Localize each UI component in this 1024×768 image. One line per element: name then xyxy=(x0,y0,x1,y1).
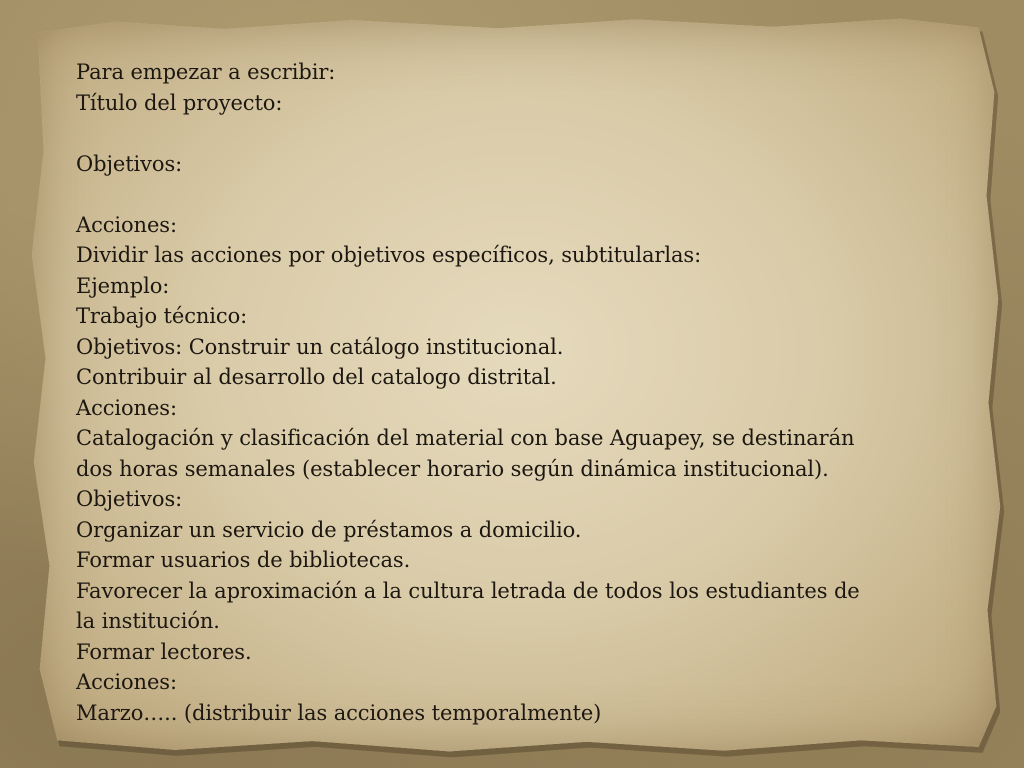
text-line: Acciones: xyxy=(76,395,177,420)
actions-label: Acciones: xyxy=(76,212,177,237)
document-body xyxy=(76,57,936,728)
text-line: Objetivos: xyxy=(76,487,183,511)
text-line: Catalogación y clasificación del material con base Aguapey, se destinarán xyxy=(76,426,855,450)
text-line: Favorecer la aproximación a la cultura letrada de todos los estudiantes de xyxy=(76,578,860,603)
text-line: Contribuir al desarrollo del catalogo distrital. xyxy=(76,365,557,389)
text-line: Formar usuarios de bibliotecas. xyxy=(76,548,411,572)
example-label: Ejemplo: xyxy=(76,273,170,298)
text-line: Objetivos: Construir un catálogo institucional. xyxy=(76,334,564,359)
objectives-label: Objetivos: xyxy=(76,151,183,176)
text-line: Marzo….. (distribuir las acciones temporalmente) xyxy=(76,700,602,725)
project-title-label: Título del proyecto: xyxy=(76,90,283,115)
text-line: dos horas semanales (establecer horario según dinámica institucional). xyxy=(76,456,829,481)
text-line: Formar lectores. xyxy=(76,639,252,664)
text-line: Dividir las acciones por objetivos específicos, subtitularlas: xyxy=(76,243,702,267)
text-line: Organizar un servicio de préstamos a domicilio. xyxy=(76,517,582,542)
text-line: Acciones: xyxy=(76,670,177,694)
blank-line xyxy=(76,118,936,149)
text-line: Trabajo técnico: xyxy=(76,304,248,328)
blank-line xyxy=(76,179,936,210)
text-line: la institución. xyxy=(76,609,220,633)
heading-start-writing: Para empezar a escribir: xyxy=(76,60,336,84)
